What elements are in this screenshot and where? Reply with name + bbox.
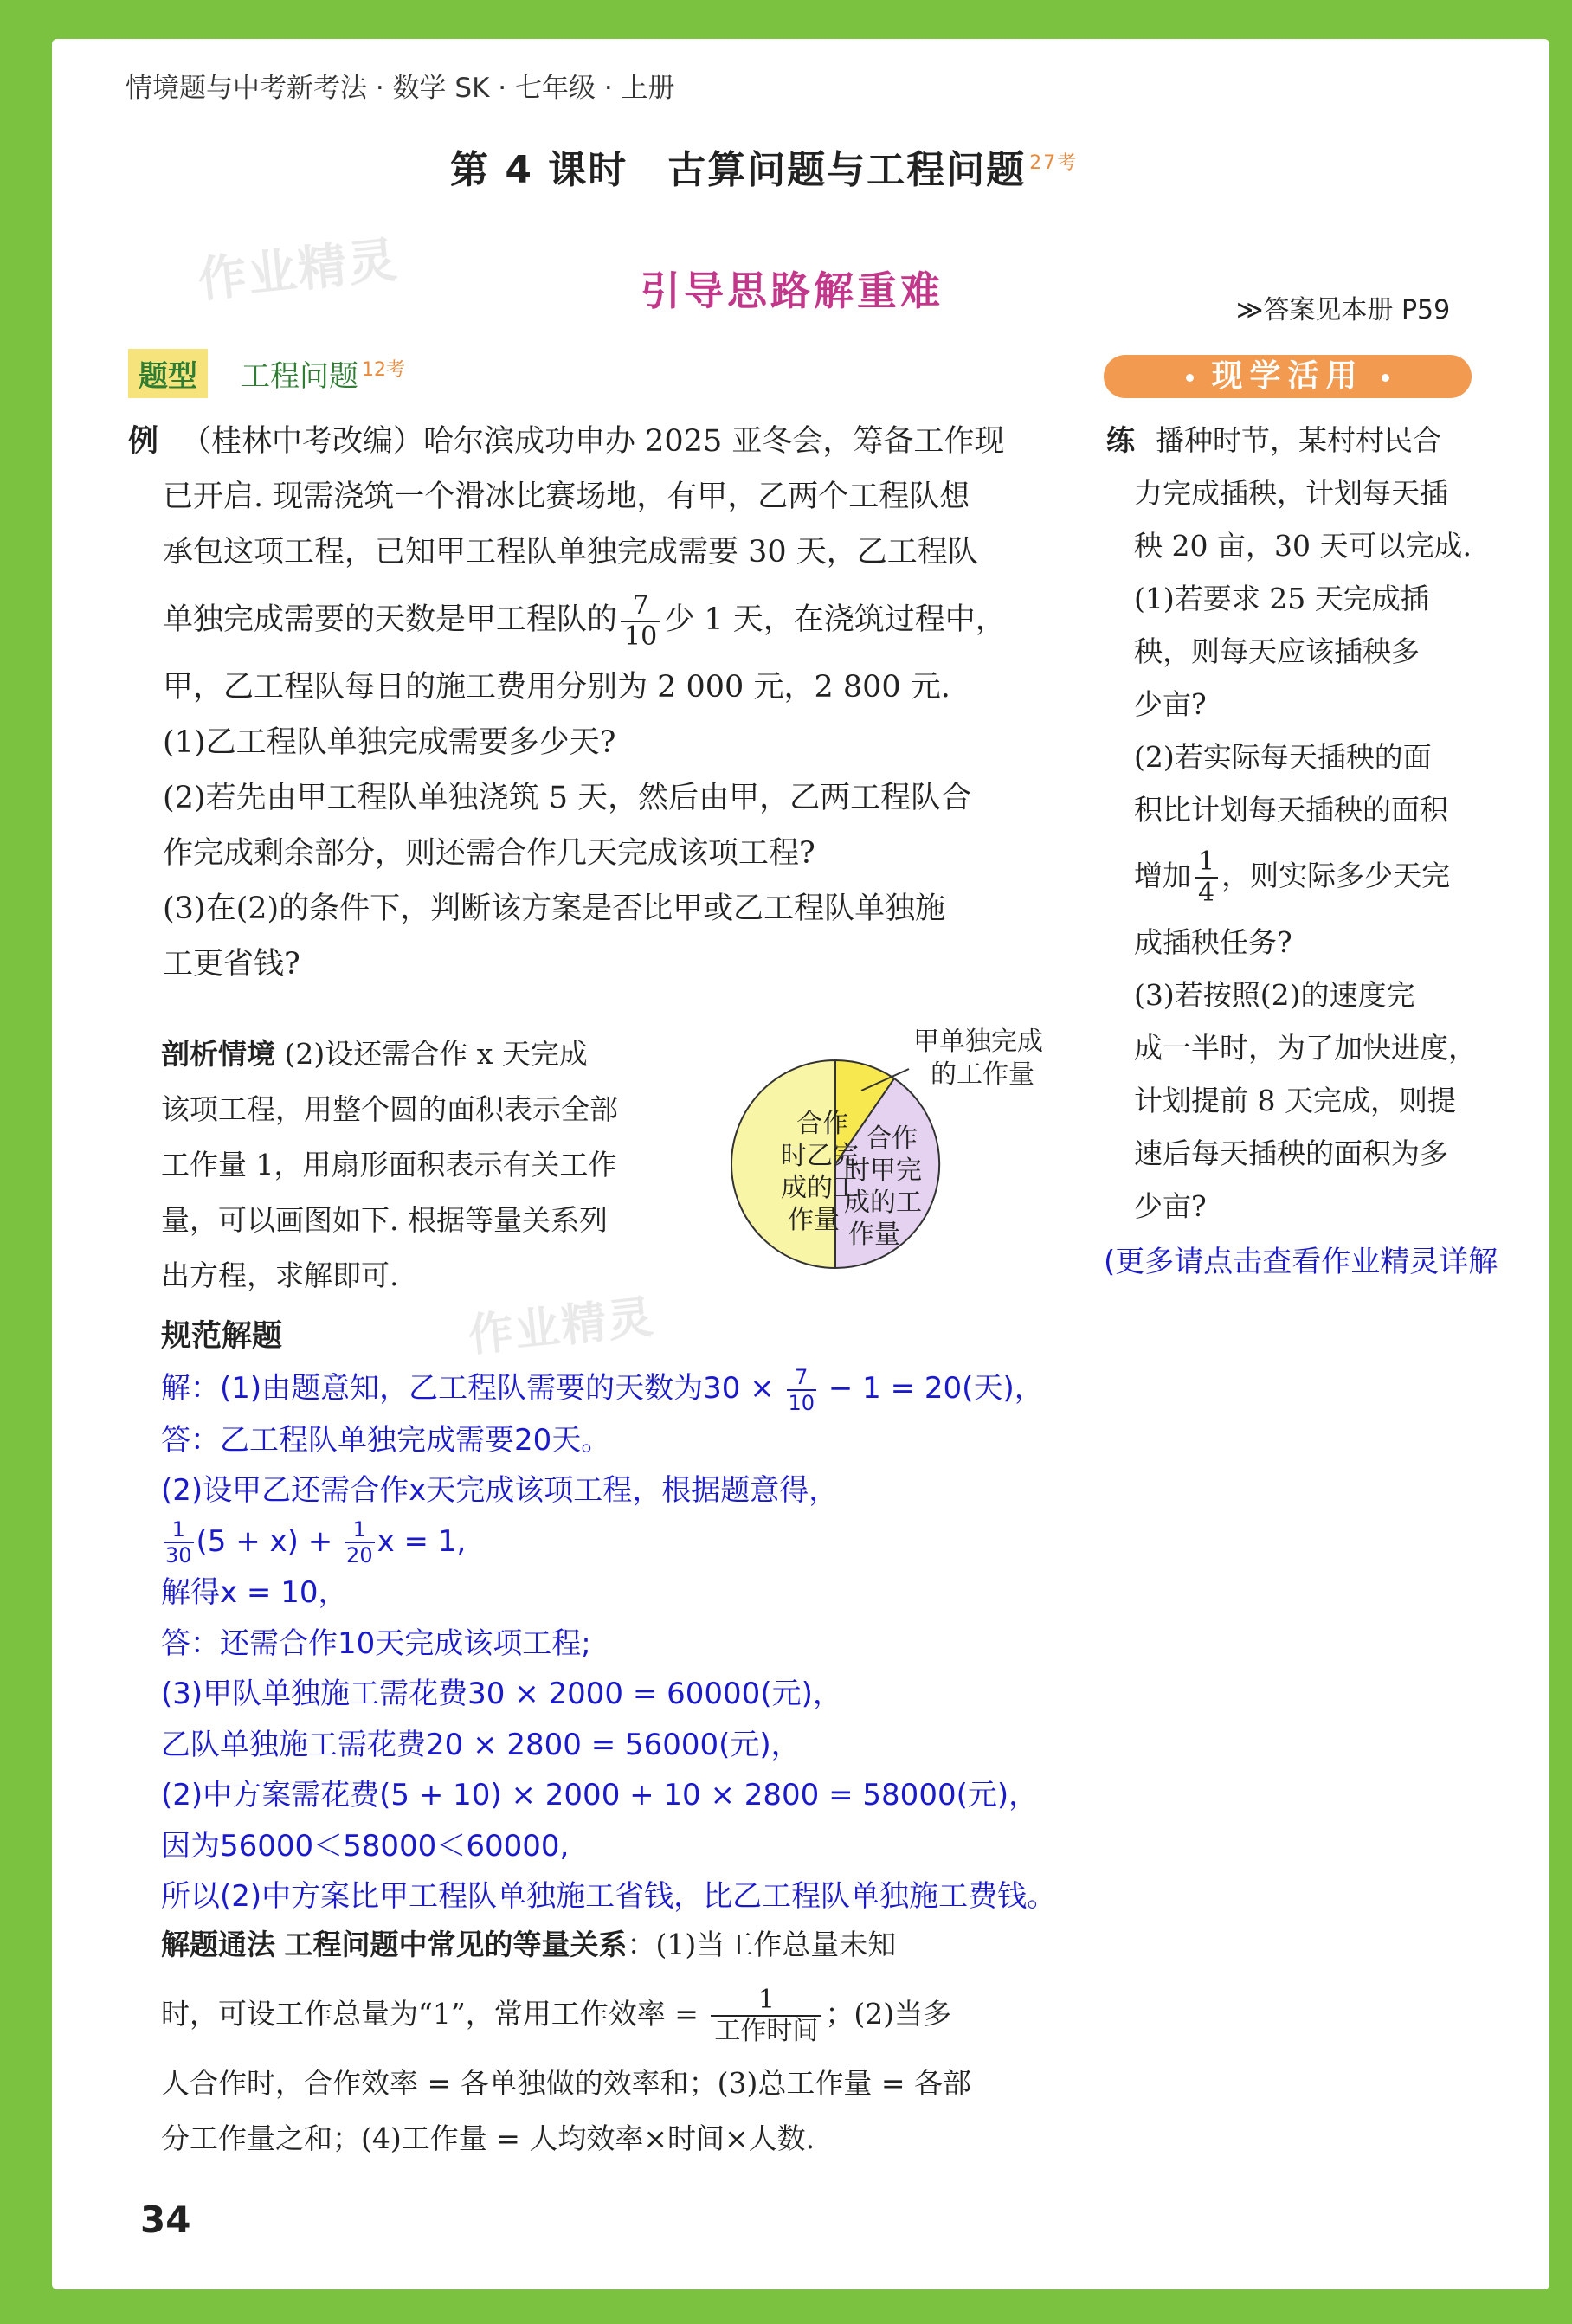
sector-label-yi: 作量 <box>788 1205 840 1235</box>
callout-label: 甲单独完成 <box>913 1027 1043 1057</box>
fraction <box>787 1365 817 1415</box>
fraction-denominator: 10 <box>624 621 658 652</box>
method-text: ；(2)当多 <box>825 1997 952 2031</box>
practice-text: 增加 <box>1134 859 1191 892</box>
fraction-numerator: 7 <box>621 591 660 622</box>
solution-text: 解：(1)由题意知，乙工程队需要的天数为30 × <box>161 1371 784 1406</box>
solution-block <box>161 1363 1243 1922</box>
fraction-numerator: 7 <box>787 1365 817 1391</box>
solution-line <box>161 1516 1243 1568</box>
example-line: （桂林中考改编）哈尔滨成功申办 2025 亚冬会，筹备工作现 <box>181 424 1005 459</box>
answer-reference: ≫答案见本册 P59 <box>1236 295 1451 325</box>
type-name <box>241 352 405 395</box>
practice-block <box>1106 414 1487 1233</box>
fraction <box>621 591 660 652</box>
solution-title: 规范解题 <box>161 1319 283 1354</box>
question-3-cont: 工更省钱? <box>163 947 300 982</box>
practice-line: 成一半时，为了加快进度， <box>1134 1031 1477 1065</box>
method-line: 分工作量之和；(4)工作量 = 人均效率×时间×人数. <box>161 2121 815 2155</box>
analysis-line: (2)设还需合作 x 天完成 <box>284 1037 588 1071</box>
question-2: (2)若先由甲工程队单独浇筑 5 天，然后由甲，乙两工程队合 <box>163 781 972 815</box>
section-title: 引导思路解重难 <box>641 267 944 314</box>
example-line: 已开启. 现需浇筑一个滑冰比赛场地，有甲，乙两个工程队想 <box>163 480 970 514</box>
sector-label-jia: 成的工 <box>844 1188 922 1218</box>
sector-label-yi: 成的工 <box>781 1173 859 1203</box>
fraction <box>164 1517 194 1568</box>
practice-line: (1)若要求 25 天完成插 <box>1134 582 1429 615</box>
watermark: 作业精灵 <box>466 1291 658 1363</box>
sector-label-jia: 时甲完 <box>844 1156 922 1186</box>
practice-label: 练 <box>1106 423 1135 457</box>
type-name-text: 工程问题 <box>241 359 358 394</box>
practice-line <box>1106 414 1487 467</box>
fraction-denominator: 工作时间 <box>714 2016 819 2046</box>
practice-line: 少亩? <box>1134 687 1207 721</box>
example-line: 承包这项工程，已知甲工程队单独完成需要 30 天，乙工程队 <box>163 535 978 570</box>
sector-label-yi: 合作 <box>796 1109 848 1139</box>
analysis-line: 工作量 1，用扇形面积表示有关工作 <box>161 1148 617 1181</box>
question-2-cont: 作完成剩余部分，则还需合作几天完成该项工程? <box>163 836 815 871</box>
solution-line: 答：乙工程队单独完成需要20天。 <box>161 1422 611 1458</box>
practice-line: 速后每天插秧的面积为多 <box>1134 1136 1448 1170</box>
solution-line: 因为56000＜58000＜60000, <box>161 1828 570 1864</box>
fraction <box>1195 847 1218 908</box>
watermark: 作业精灵 <box>195 232 402 309</box>
solution-line <box>161 1363 1243 1415</box>
analysis-line: 量，可以画图如下. 根据等量关系列 <box>161 1203 608 1237</box>
practice-header <box>1104 355 1472 398</box>
practice-line: 秧 20 亩，30 天可以完成. <box>1134 529 1472 563</box>
method-block <box>161 1917 1079 2166</box>
practice-text: 播种时节，某村村民合 <box>1156 423 1441 457</box>
callout-label: 的工作量 <box>931 1059 1034 1090</box>
lesson-title <box>450 138 1078 194</box>
sector-label-jia: 作量 <box>848 1220 900 1250</box>
work-pie-diagram <box>718 1017 1082 1285</box>
example-line-fraction <box>128 580 1063 660</box>
solution-line: 乙队单独施工需花费20 × 2800 = 56000(元)， <box>161 1727 801 1762</box>
fraction-numerator: 1 <box>711 1986 821 2017</box>
sector-label-yi: 时乙完 <box>781 1141 859 1171</box>
lesson-title-text: 第 4 课时 古算问题与工程问题 <box>450 148 1027 192</box>
fraction-denominator: 30 <box>165 1543 192 1568</box>
more-details-link[interactable]: (更多请点击查看作业精灵详解 <box>1104 1245 1498 1279</box>
fraction <box>711 1986 821 2046</box>
solution-line: 解得x = 10， <box>161 1575 348 1610</box>
analysis-line: 该项工程，用整个圆的面积表示全部 <box>161 1092 618 1126</box>
dot-icon <box>1186 374 1194 382</box>
practice-line: 成插秧任务? <box>1134 925 1292 959</box>
solution-line: 答：还需合作10天完成该项工程; <box>161 1626 591 1661</box>
method-line: 人合作时，合作效率 = 各单独做的效率和；(3)总工作量 = 各部 <box>161 2066 972 2100</box>
analysis-block <box>161 1027 698 1304</box>
page-number: 34 <box>140 2198 191 2241</box>
fraction-numerator: 1 <box>345 1517 375 1543</box>
analysis-line: 出方程，求解即可. <box>161 1259 399 1292</box>
fraction <box>345 1517 375 1568</box>
sector-label-jia: 合作 <box>866 1123 918 1154</box>
solution-line: (3)甲队单独施工需花费30 × 2000 = 60000(元)， <box>161 1677 842 1711</box>
solution-text: (5 + x) + <box>196 1523 343 1559</box>
lesson-exam-tag: 27考 <box>1029 152 1079 175</box>
fraction-numerator: 1 <box>1195 847 1218 879</box>
method-lead: 工程问题中常见的等量关系 <box>284 1928 628 1961</box>
method-line <box>161 1973 1079 2056</box>
solution-text: x = 1, <box>377 1523 467 1559</box>
book-header: 情境题与中考新考法 · 数学 SK · 七年级 · 上册 <box>126 73 675 104</box>
question-1: (1)乙工程队单独完成需要多少天? <box>163 725 616 760</box>
fraction-numerator: 1 <box>164 1517 194 1543</box>
solution-line: 所以(2)中方案比甲工程队单独施工省钱，比乙工程队单独施工费钱。 <box>161 1879 1057 1914</box>
practice-line: (2)若实际每天插秧的面 <box>1134 740 1432 774</box>
practice-line: 力完成插秧，计划每天插 <box>1134 476 1448 510</box>
solution-line: (2)中方案需花费(5 + 10) × 2000 + 10 × 2800 = 58000(元)， <box>161 1778 1039 1812</box>
method-line <box>161 1917 1079 1973</box>
practice-line: 少亩? <box>1134 1189 1207 1223</box>
solution-line: (2)设甲乙还需合作x天完成该项工程，根据题意得， <box>161 1473 839 1508</box>
question-3: (3)在(2)的条件下，判断该方案是否比甲或乙工程队单独施 <box>163 892 946 926</box>
type-exam-tag: 12考 <box>362 358 405 381</box>
example-line: 甲，乙工程队每日的施工费用分别为 2 000 元，2 800 元. <box>163 670 950 705</box>
solution-text: − 1 = 20(天)， <box>819 1371 1044 1406</box>
example-label: 例 <box>128 424 159 459</box>
practice-text: ，则实际多少天完 <box>1221 859 1451 892</box>
method-label: 解题通法 <box>161 1928 275 1961</box>
fraction-denominator: 4 <box>1198 878 1215 908</box>
fraction-denominator: 10 <box>788 1390 815 1415</box>
example-text: 少 1 天，在浇筑过程中， <box>664 602 1006 637</box>
practice-line <box>1106 836 1487 916</box>
example-text: 单独完成需要的天数是甲工程队的 <box>163 602 618 637</box>
type-tag: 题型 <box>128 349 208 398</box>
dot-icon <box>1382 374 1389 382</box>
practice-line: (3)若按照(2)的速度完 <box>1134 978 1415 1012</box>
practice-line: 积比计划每天插秧的面积 <box>1134 793 1448 827</box>
analysis-label: 剖析情境 <box>161 1037 275 1071</box>
practice-header-text: 现学活用 <box>1211 358 1364 394</box>
practice-line: 秧，则每天应该插秧多 <box>1134 634 1420 668</box>
example-problem <box>128 414 1063 992</box>
method-text: 时，可设工作总量为“1”，常用工作效率 = <box>161 1997 708 2031</box>
fraction-denominator: 20 <box>346 1543 373 1568</box>
practice-line: 计划提前 8 天完成，则提 <box>1134 1084 1456 1117</box>
method-text: ：(1)当工作总量未知 <box>627 1928 897 1961</box>
